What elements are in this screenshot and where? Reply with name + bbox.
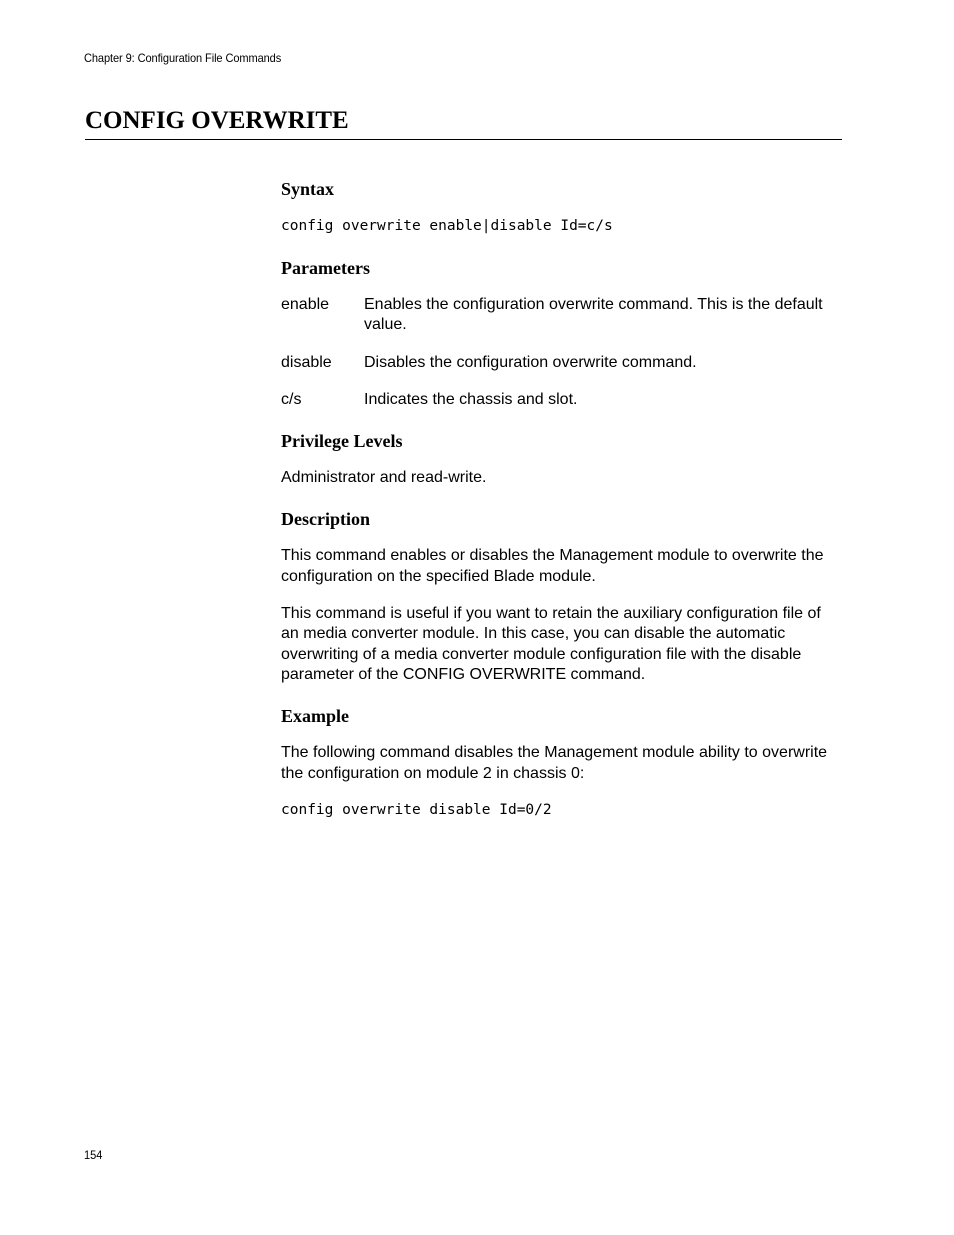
syntax-heading: Syntax (281, 179, 335, 199)
parameter-description: Enables the configuration overwrite command. This is the default value. (364, 296, 823, 334)
privilege-heading: Privilege Levels (281, 431, 403, 452)
content-body (281, 178, 843, 819)
parameter-name: enable (281, 296, 330, 313)
parameter-name: c/s (281, 390, 302, 408)
description-heading: Description (281, 509, 370, 530)
syntax-code: config overwrite enable|disable Id=c/s (281, 218, 613, 234)
parameter-row-disable (281, 353, 843, 373)
page-number: 154 (84, 1148, 103, 1162)
parameter-row-cs (281, 390, 843, 410)
parameters-heading: Parameters (281, 258, 370, 278)
parameter-description: Indicates the chassis and slot. (364, 390, 578, 408)
example-code: config overwrite disable Id=0/2 (281, 801, 552, 818)
privilege-text: Administrator and read-write. (281, 469, 487, 487)
parameter-description: Disables the configuration overwrite command. (364, 353, 697, 371)
page-title: CONFIG OVERWRITE (85, 107, 349, 134)
description-paragraph: This command is useful if you want to retain the auxiliary configuration file of an media converter module. In this case, you can disable the automatic overwriting of a media converter module configuration file with the disable parameter of the CONFIG OVERWRITE command. (281, 605, 821, 683)
parameter-row-enable (281, 295, 843, 336)
description-paragraph: This command enables or disables the Management module to overwrite the configuration on the specified Blade module. (281, 547, 824, 585)
title-divider (85, 139, 842, 140)
running-header: Chapter 9: Configuration File Commands (84, 51, 282, 65)
example-heading: Example (281, 706, 350, 727)
parameter-name: disable (281, 353, 332, 371)
example-text: The following command disables the Management module ability to overwrite the configuration on module 2 in chassis 0: (281, 744, 828, 782)
